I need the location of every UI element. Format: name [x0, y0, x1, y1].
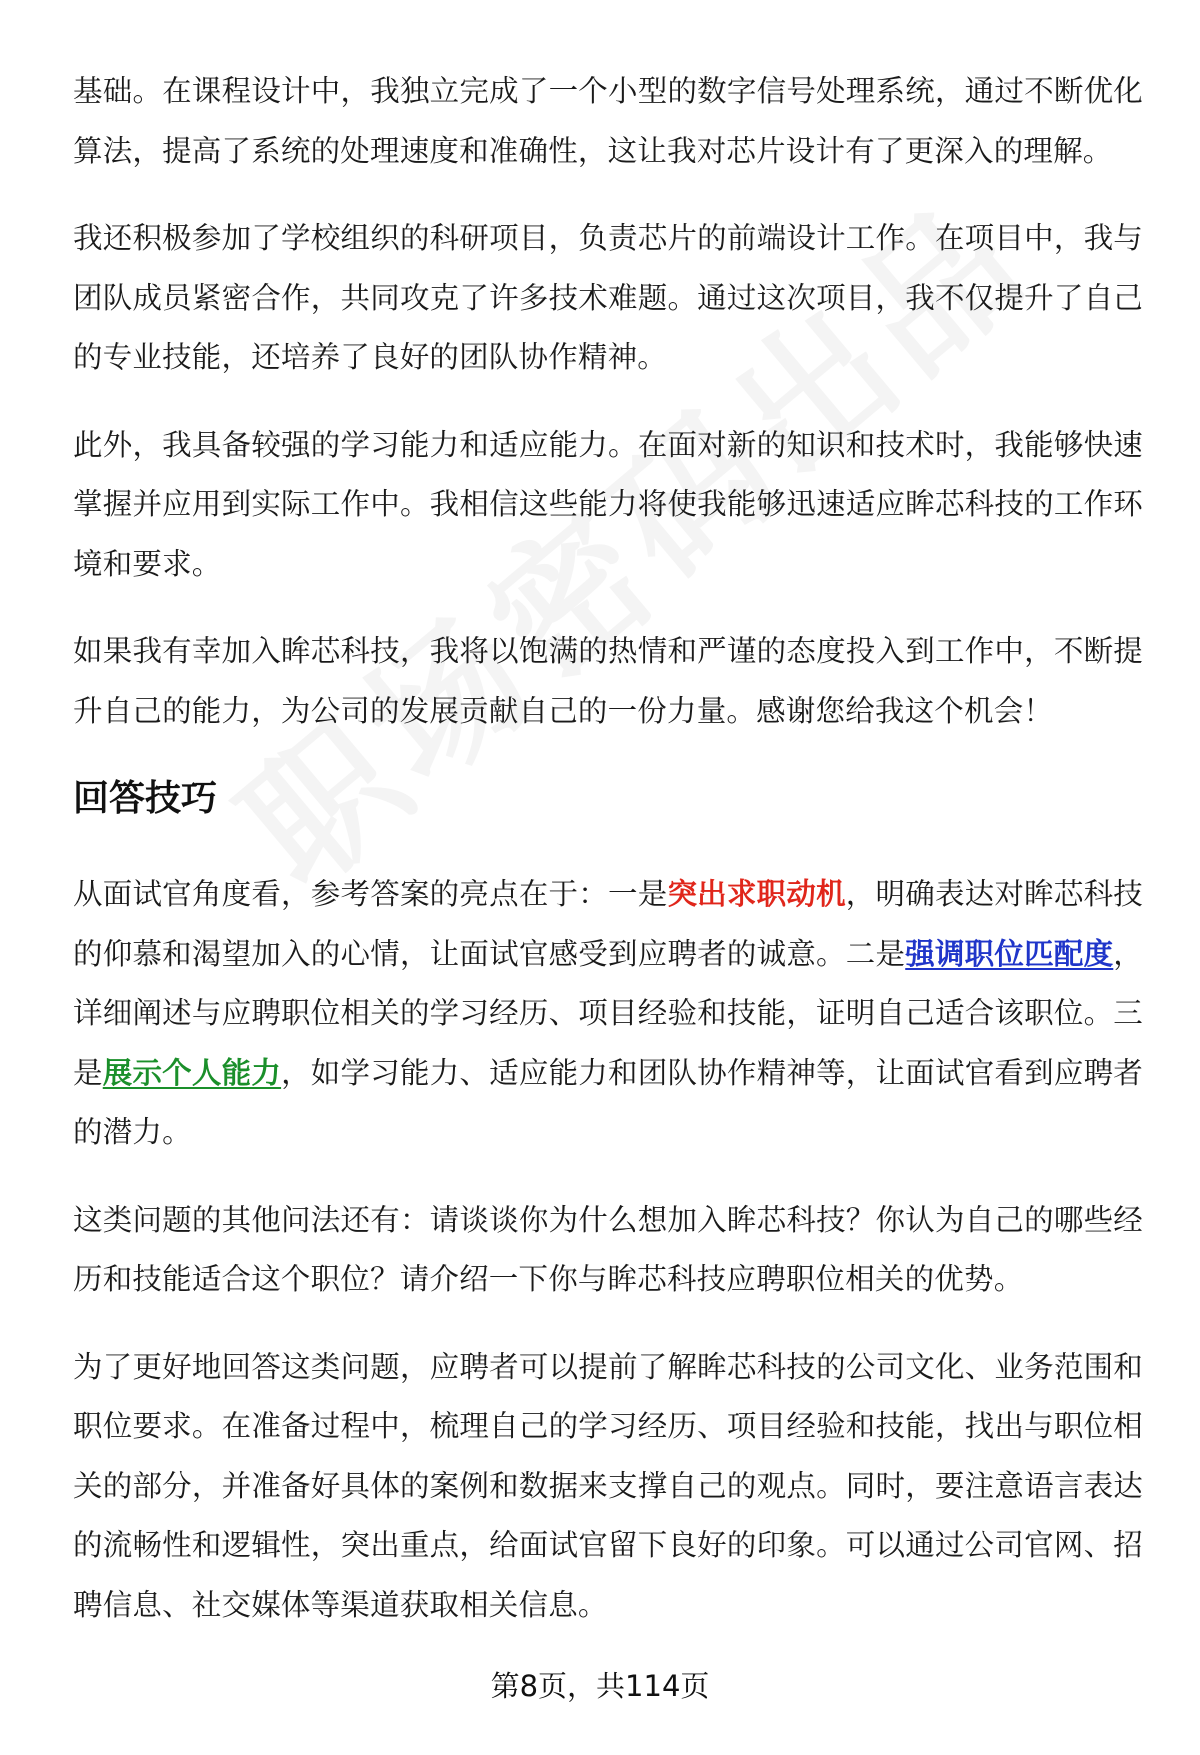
paragraph-other-questions: 这类问题的其他问法还有：请谈谈你为什么想加入眸芯科技？你认为自己的哪些经历和技能适合这个职位？请介绍一下你与眸芯科技应聘职位相关的优势。 [73, 1202, 1143, 1296]
tips-text-3: ，详细阐述与应聘职位相关的学习经历、项目经验和技能，证明自己适合该职位。三是 [73, 936, 1143, 1090]
paragraph-preparation: 为了更好地回答这类问题，应聘者可以提前了解眸芯科技的公司文化、业务范围和职位要求。在准备过程中，梳理自己的学习经历、项目经验和技能，找出与职位相关的部分，并准备好具体的案例和数据来支撑自己的观点。同时，要注意语言表达的流畅性和逻辑性，突出重点，给面试官留下良好的印象。可以通过公司官网、招聘信息、社交媒体等渠道获取相关信息。 [73, 1349, 1143, 1622]
highlight-personal-ability: 展示个人能力 [102, 1055, 282, 1090]
paragraph-research-project: 我还积极参加了学校组织的科研项目，负责芯片的前端设计工作。在项目中，我与团队成员紧密合作，共同攻克了许多技术难题。通过这次项目，我不仅提升了自己的专业技能，还培养了良好的团队协作精神。 [73, 221, 1143, 374]
paragraph-tips [73, 865, 1143, 1163]
document-page [73, 62, 1143, 1663]
tips-text-2: ，明确表达对眸芯科技的仰慕和渴望加入的心情，让面试官感受到应聘者的诚意。二是 [73, 877, 1143, 971]
paragraph-closing: 如果我有幸加入眸芯科技，我将以饱满的热情和严谨的态度投入到工作中，不断提升自己的能力，为公司的发展贡献自己的一份力量。感谢您给我这个机会！ [73, 634, 1143, 728]
tips-text-1: 从面试官角度看，参考答案的亮点在于：一是 [73, 877, 668, 911]
section-heading: 回答技巧 [73, 778, 218, 819]
highlight-position-match: 强调职位匹配度 [905, 936, 1114, 971]
page-number: 第8页，共114页 [490, 1669, 710, 1703]
paragraph-abilities: 此外，我具备较强的学习能力和适应能力。在面对新的知识和技术时，我能够快速掌握并应用到实际工作中。我相信这些能力将使我能够迅速适应眸芯科技的工作环境和要求。 [73, 427, 1143, 581]
paragraph-course-design: 基础。在课程设计中，我独立完成了一个小型的数字信号处理系统，通过不断优化算法，提高了系统的处理速度和准确性，这让我对芯片设计有了更深入的理解。 [73, 74, 1143, 168]
highlight-job-motivation: 突出求职动机 [667, 877, 846, 911]
tips-text-4: ，如学习能力、适应能力和团队协作精神等，让面试官看到应聘者的潜力。 [73, 1055, 1144, 1149]
